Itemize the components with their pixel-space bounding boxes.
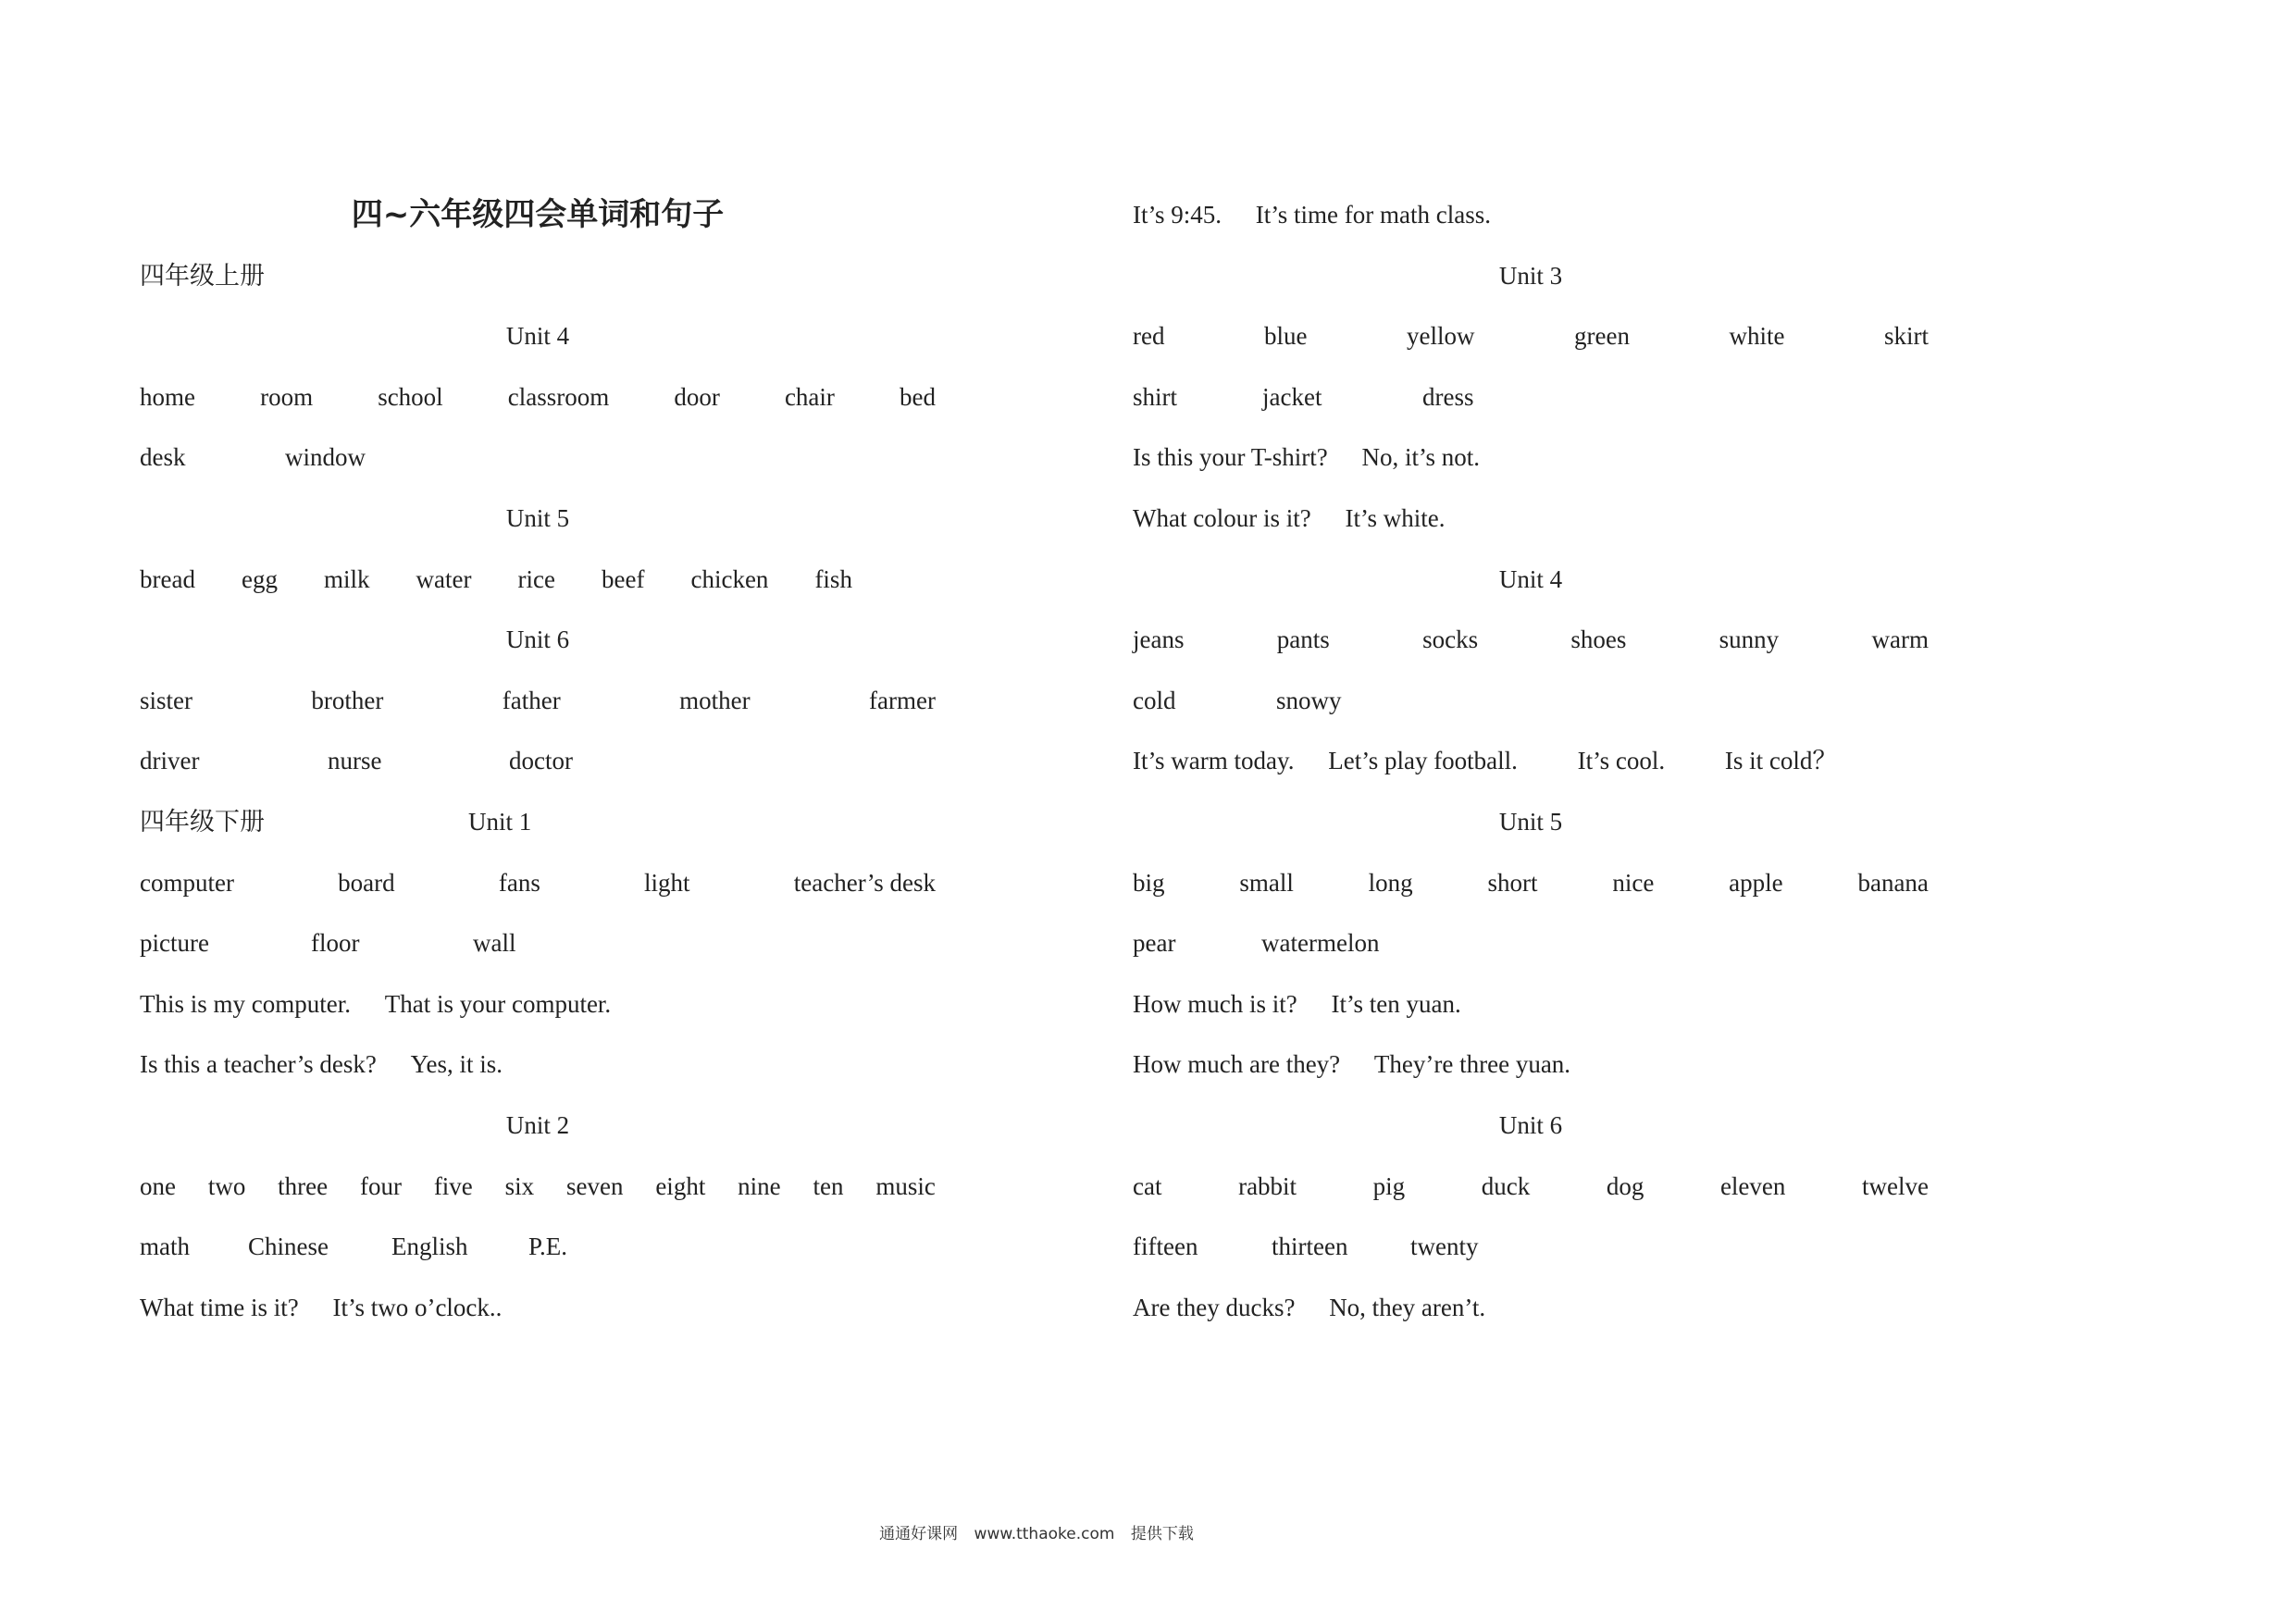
sentence: No, they aren’t. <box>1329 1293 1486 1321</box>
word-row <box>1133 671 1929 732</box>
word: fifteen <box>1133 1233 1198 1261</box>
word: chicken <box>690 564 769 593</box>
word: father <box>502 686 561 714</box>
sentence-row <box>140 1035 936 1096</box>
sentence-row <box>1133 974 1929 1035</box>
word: twelve <box>1861 1171 1929 1200</box>
sentence: That is your computer. <box>384 989 612 1018</box>
word: banana <box>1857 868 1929 897</box>
word: duck <box>1481 1171 1531 1200</box>
word-row <box>1133 913 1929 974</box>
word: shirt <box>1133 382 1178 411</box>
right-column <box>1133 185 1929 1338</box>
unit-heading: Unit 4 <box>505 322 570 351</box>
sentence: Are they ducks? <box>1133 1293 1296 1321</box>
word: English <box>391 1233 468 1261</box>
word: rabbit <box>1238 1171 1297 1200</box>
word-row <box>1133 1157 1929 1218</box>
word: mother <box>679 686 751 714</box>
page-footer <box>0 1520 2073 1543</box>
unit-heading: Unit 3 <box>1498 261 1563 290</box>
word: pants <box>1276 626 1330 654</box>
word: dog <box>1606 1171 1644 1200</box>
sentence-row <box>1133 1278 1929 1339</box>
unit-heading: Unit 1 <box>468 807 532 836</box>
word: desk <box>140 443 186 472</box>
word: teacher’s desk <box>793 868 936 897</box>
sentence: Is it cold？ <box>1724 747 1838 775</box>
word: farmer <box>869 686 936 714</box>
word: socks <box>1422 626 1479 654</box>
word: pear <box>1133 929 1176 958</box>
word: brother <box>311 686 384 714</box>
word-row <box>140 671 936 732</box>
sentence: It’s 9:45. <box>1133 201 1222 229</box>
word: twenty <box>1410 1233 1479 1261</box>
word-row <box>1133 306 1929 367</box>
word-row <box>140 853 936 914</box>
word: chair <box>784 382 835 411</box>
word-row <box>140 731 936 792</box>
word-row <box>1133 853 1929 914</box>
word: music <box>875 1171 936 1200</box>
unit-heading: Unit 5 <box>505 503 570 532</box>
word: watermelon <box>1261 929 1380 958</box>
unit-heading: Unit 6 <box>505 626 570 654</box>
word: P.E. <box>528 1233 568 1261</box>
word: jacket <box>1262 382 1322 411</box>
word: board <box>338 868 395 897</box>
sentence: It’s white. <box>1345 503 1446 532</box>
word-row <box>140 427 936 489</box>
sentence: Yes, it is. <box>410 1050 503 1079</box>
word: pig <box>1372 1171 1406 1200</box>
word: skirt <box>1883 322 1929 351</box>
word: four <box>359 1171 402 1200</box>
sentence: How much is it? <box>1133 989 1297 1018</box>
word: eleven <box>1719 1171 1786 1200</box>
word: math <box>140 1233 190 1261</box>
word: school <box>378 382 443 411</box>
word: nurse <box>328 747 382 775</box>
word-row <box>140 1217 936 1278</box>
word: beef <box>601 564 645 593</box>
word: eight <box>655 1171 706 1200</box>
sentence: Let’s play football. <box>1328 747 1518 775</box>
word: green <box>1573 322 1630 351</box>
word: shoes <box>1570 626 1627 654</box>
word: short <box>1487 868 1538 897</box>
sentence: This is my computer. <box>140 989 351 1018</box>
word: dress <box>1422 382 1474 411</box>
unit-heading: Unit 5 <box>1498 807 1563 836</box>
word-row <box>140 1157 936 1218</box>
word: classroom <box>507 382 610 411</box>
word: three <box>278 1171 329 1200</box>
page-title: 四~六年级四会单词和句子 <box>351 196 725 233</box>
word: warm <box>1871 626 1929 654</box>
word: sister <box>140 686 192 714</box>
word: bread <box>140 564 195 593</box>
word: doctor <box>509 747 573 775</box>
word: sunny <box>1719 626 1780 654</box>
word: bed <box>900 382 936 411</box>
sentence-row <box>1133 185 1929 246</box>
word-row <box>140 550 852 611</box>
word: driver <box>140 747 200 775</box>
word: apple <box>1729 868 1783 897</box>
sentence: No, it’s not. <box>1361 443 1481 472</box>
word: jeans <box>1133 626 1185 654</box>
word: room <box>260 382 314 411</box>
word: door <box>674 382 720 411</box>
sentence: Is this your T-shirt? <box>1133 443 1328 472</box>
word-row <box>1133 1217 1929 1278</box>
semester-label: 四年级下册 <box>140 807 265 836</box>
sentence: It’s warm today. <box>1133 747 1295 775</box>
word: two <box>207 1171 246 1200</box>
word: wall <box>473 929 516 958</box>
word: five <box>433 1171 473 1200</box>
footer-site-name: 通通好课网 <box>879 1525 959 1543</box>
word: white <box>1729 322 1785 351</box>
word-row <box>1133 367 1929 428</box>
word-row <box>1133 610 1929 671</box>
word-row <box>140 913 936 974</box>
sentence: It’s cool. <box>1577 747 1666 775</box>
word: one <box>140 1171 176 1200</box>
word: six <box>504 1171 535 1200</box>
sentence: What colour is it? <box>1133 503 1311 532</box>
unit-heading: Unit 4 <box>1498 564 1563 593</box>
word: water <box>416 564 472 593</box>
word: cat <box>1133 1171 1162 1200</box>
sentence: It’s two o’clock.. <box>332 1293 503 1321</box>
sentence: They’re three yuan. <box>1373 1050 1571 1079</box>
sentence-row <box>140 1278 936 1339</box>
word: seven <box>566 1171 624 1200</box>
word: big <box>1133 868 1165 897</box>
sentence-row <box>1133 427 1929 489</box>
unit-heading: Unit 2 <box>505 1110 570 1139</box>
word: ten <box>813 1171 844 1200</box>
word: window <box>285 443 366 472</box>
word: cold <box>1133 686 1176 714</box>
sentence: What time is it? <box>140 1293 299 1321</box>
word: rice <box>517 564 555 593</box>
footer-suffix: 提供下载 <box>1130 1525 1194 1543</box>
sentence: Is this a teacher’s desk? <box>140 1050 377 1079</box>
sentence-row <box>140 974 936 1035</box>
word: Chinese <box>248 1233 329 1261</box>
sentence-row <box>1133 1035 1929 1096</box>
word: snowy <box>1276 686 1342 714</box>
sentence: It’s ten yuan. <box>1331 989 1461 1018</box>
word: home <box>140 382 195 411</box>
word-row <box>140 367 936 428</box>
word: thirteen <box>1272 1233 1348 1261</box>
sentence-row <box>1133 489 1929 550</box>
word: small <box>1239 868 1294 897</box>
word: nice <box>1612 868 1655 897</box>
footer-url: www.tthaoke.com <box>974 1525 1115 1543</box>
word: nine <box>738 1171 781 1200</box>
word: red <box>1133 322 1165 351</box>
word: fish <box>814 564 852 593</box>
word: light <box>644 868 690 897</box>
grade4-second-semester-heading <box>140 792 936 853</box>
sentence-row <box>1133 731 1929 792</box>
left-column <box>140 185 936 1338</box>
grade4-first-semester-heading: 四年级上册 <box>140 261 265 291</box>
word: picture <box>140 929 209 958</box>
word: floor <box>311 929 360 958</box>
sentence: How much are they? <box>1133 1050 1341 1079</box>
word: long <box>1368 868 1413 897</box>
word: egg <box>241 564 278 593</box>
unit-heading: Unit 6 <box>1498 1110 1563 1139</box>
word: blue <box>1263 322 1308 351</box>
word: fans <box>498 868 540 897</box>
word: computer <box>140 868 234 897</box>
word: milk <box>323 564 370 593</box>
word: yellow <box>1406 322 1475 351</box>
sentence: It’s time for math class. <box>1255 201 1491 229</box>
